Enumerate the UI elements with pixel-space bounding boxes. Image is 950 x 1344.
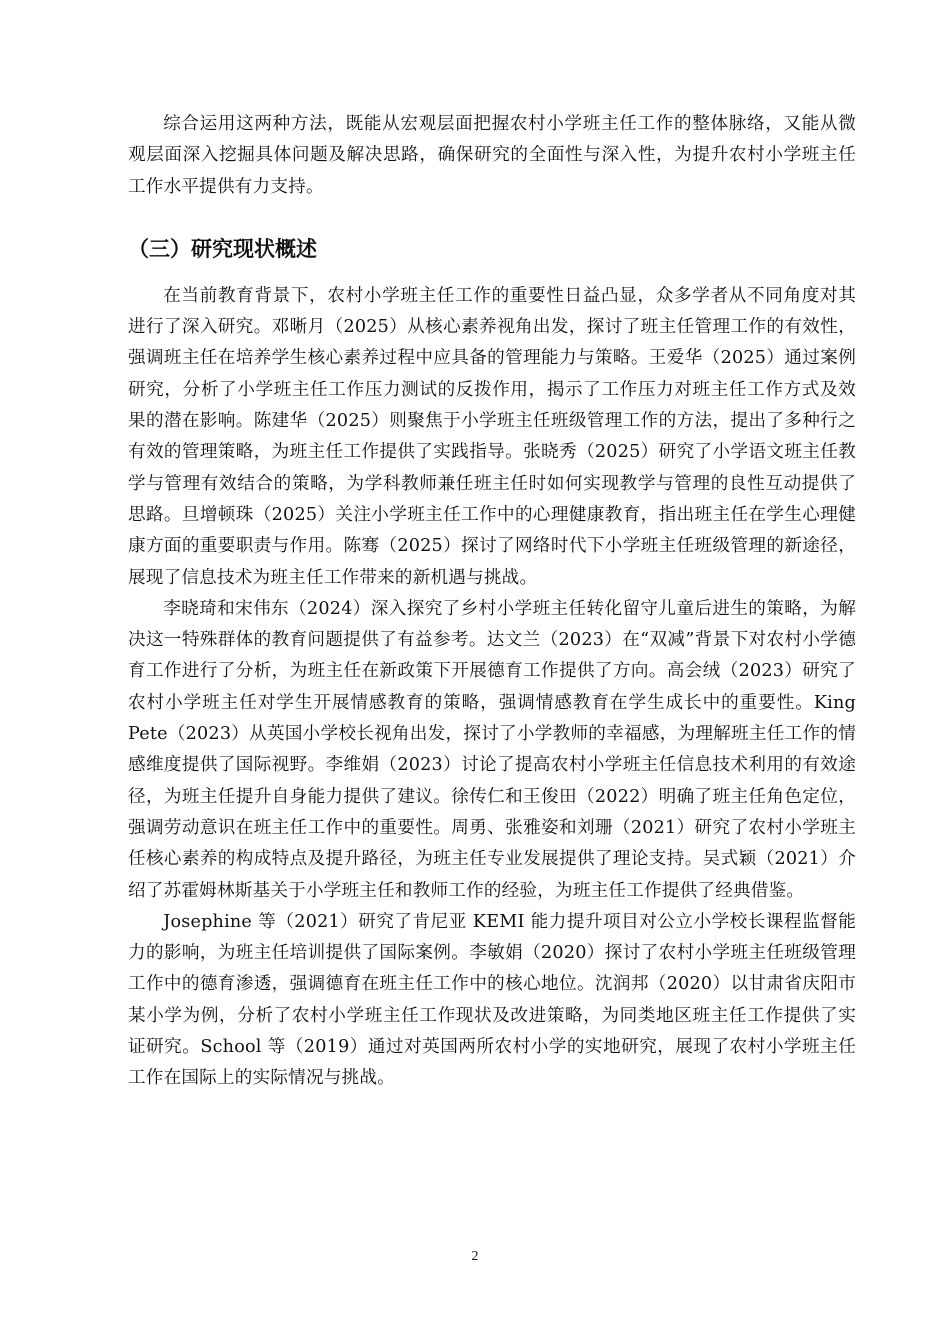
- intro-paragraph: 综合运用这两种方法，既能从宏观层面把握农村小学班主任工作的整体脉络，又能从微观层面深入挖掘具体问题及解决思路，确保研究的全面性与深入性，为提升农村小学班主任工作水平提供有力支持。: [128, 114, 856, 197]
- body-paragraph-1: 在当前教育背景下，农村小学班主任工作的重要性日益凸显，众多学者从不同角度对其进行了深入研究。邓晰月（2025）从核心素养视角出发，探讨了班主任管理工作的有效性，强调班主任在培养学生核心素养过程中应具备的管理能力与策略。王爱华（2025）通过案例研究，分析了小学班主任工作压力测试的反拨作用，揭示了工作压力对班主任工作方式及效果的潜在影响。陈建华（2025）则聚焦于小学班主任班级管理工作的方法，提出了多种行之有效的管理策略，为班主任工作提供了实践指导。张晓秀（2025）研究了小学语文班主任教学与管理有效结合的策略，为学科教师兼任班主任时如何实现教学与管理的良性互动提供了思路。旦增顿珠（2025）关注小学班主任工作中的心理健康教育，指出班主任在学生心理健康方面的重要职责与作用。陈骞（2025）探讨了网络时代下小学班主任班级管理的新途径，展现了信息技术为班主任工作带来的新机遇与挑战。: [128, 285, 856, 588]
- page-number: 2: [471, 1249, 479, 1264]
- body-paragraph-2: 李晓琦和宋伟东（2024）深入探究了乡村小学班主任转化留守儿童后进生的策略，为解决这一特殊群体的教育问题提供了有益参考。达文兰（2023）在“双减”背景下对农村小学德育工作进行了分析，为班主任在新政策下开展德育工作提供了方向。高会绒（2023）研究了农村小学班主任对学生开展情感教育的策略，强调情感教育在学生成长中的重要性。King Pete（2023）从英国小学校长视角出发，探讨了小学教师的幸福感，为理解班主任工作的情感维度提供了国际视野。李维娟（2023）讨论了提高农村小学班主任信息技术利用的有效途径，为班主任提升自身能力提供了建议。徐传仁和王俊田（2022）明确了班主任角色定位，强调劳动意识在班主任工作中的重要性。周勇、张雅姿和刘珊（2021）研究了农村小学班主任核心素养的构成特点及提升路径，为班主任专业发展提供了理论支持。吴式颖（2021）介绍了苏霍姆林斯基关于小学班主任和教师工作的经验，为班主任工作提供了经典借鉴。: [128, 598, 856, 901]
- document-body: [128, 106, 856, 1095]
- section-heading: （三）研究现状概述: [128, 236, 317, 261]
- body-paragraph-3: Josephine 等（2021）研究了肯尼亚 KEMI 能力提升项目对公立小学校长课程监督能力的影响，为班主任培训提供了国际案例。李敏娟（2020）探讨了农村小学班主任班级管理工作中的德育渗透，强调德育在班主任工作中的核心地位。沈润邦（2020）以甘肃省庆阳市某小学为例，分析了农村小学班主任工作现状及改进策略，为同类地区班主任工作提供了实证研究。School 等（2019）通过对英国两所农村小学的实地研究，展现了农村小学班主任工作在国际上的实际情况与挑战。: [128, 911, 856, 1089]
